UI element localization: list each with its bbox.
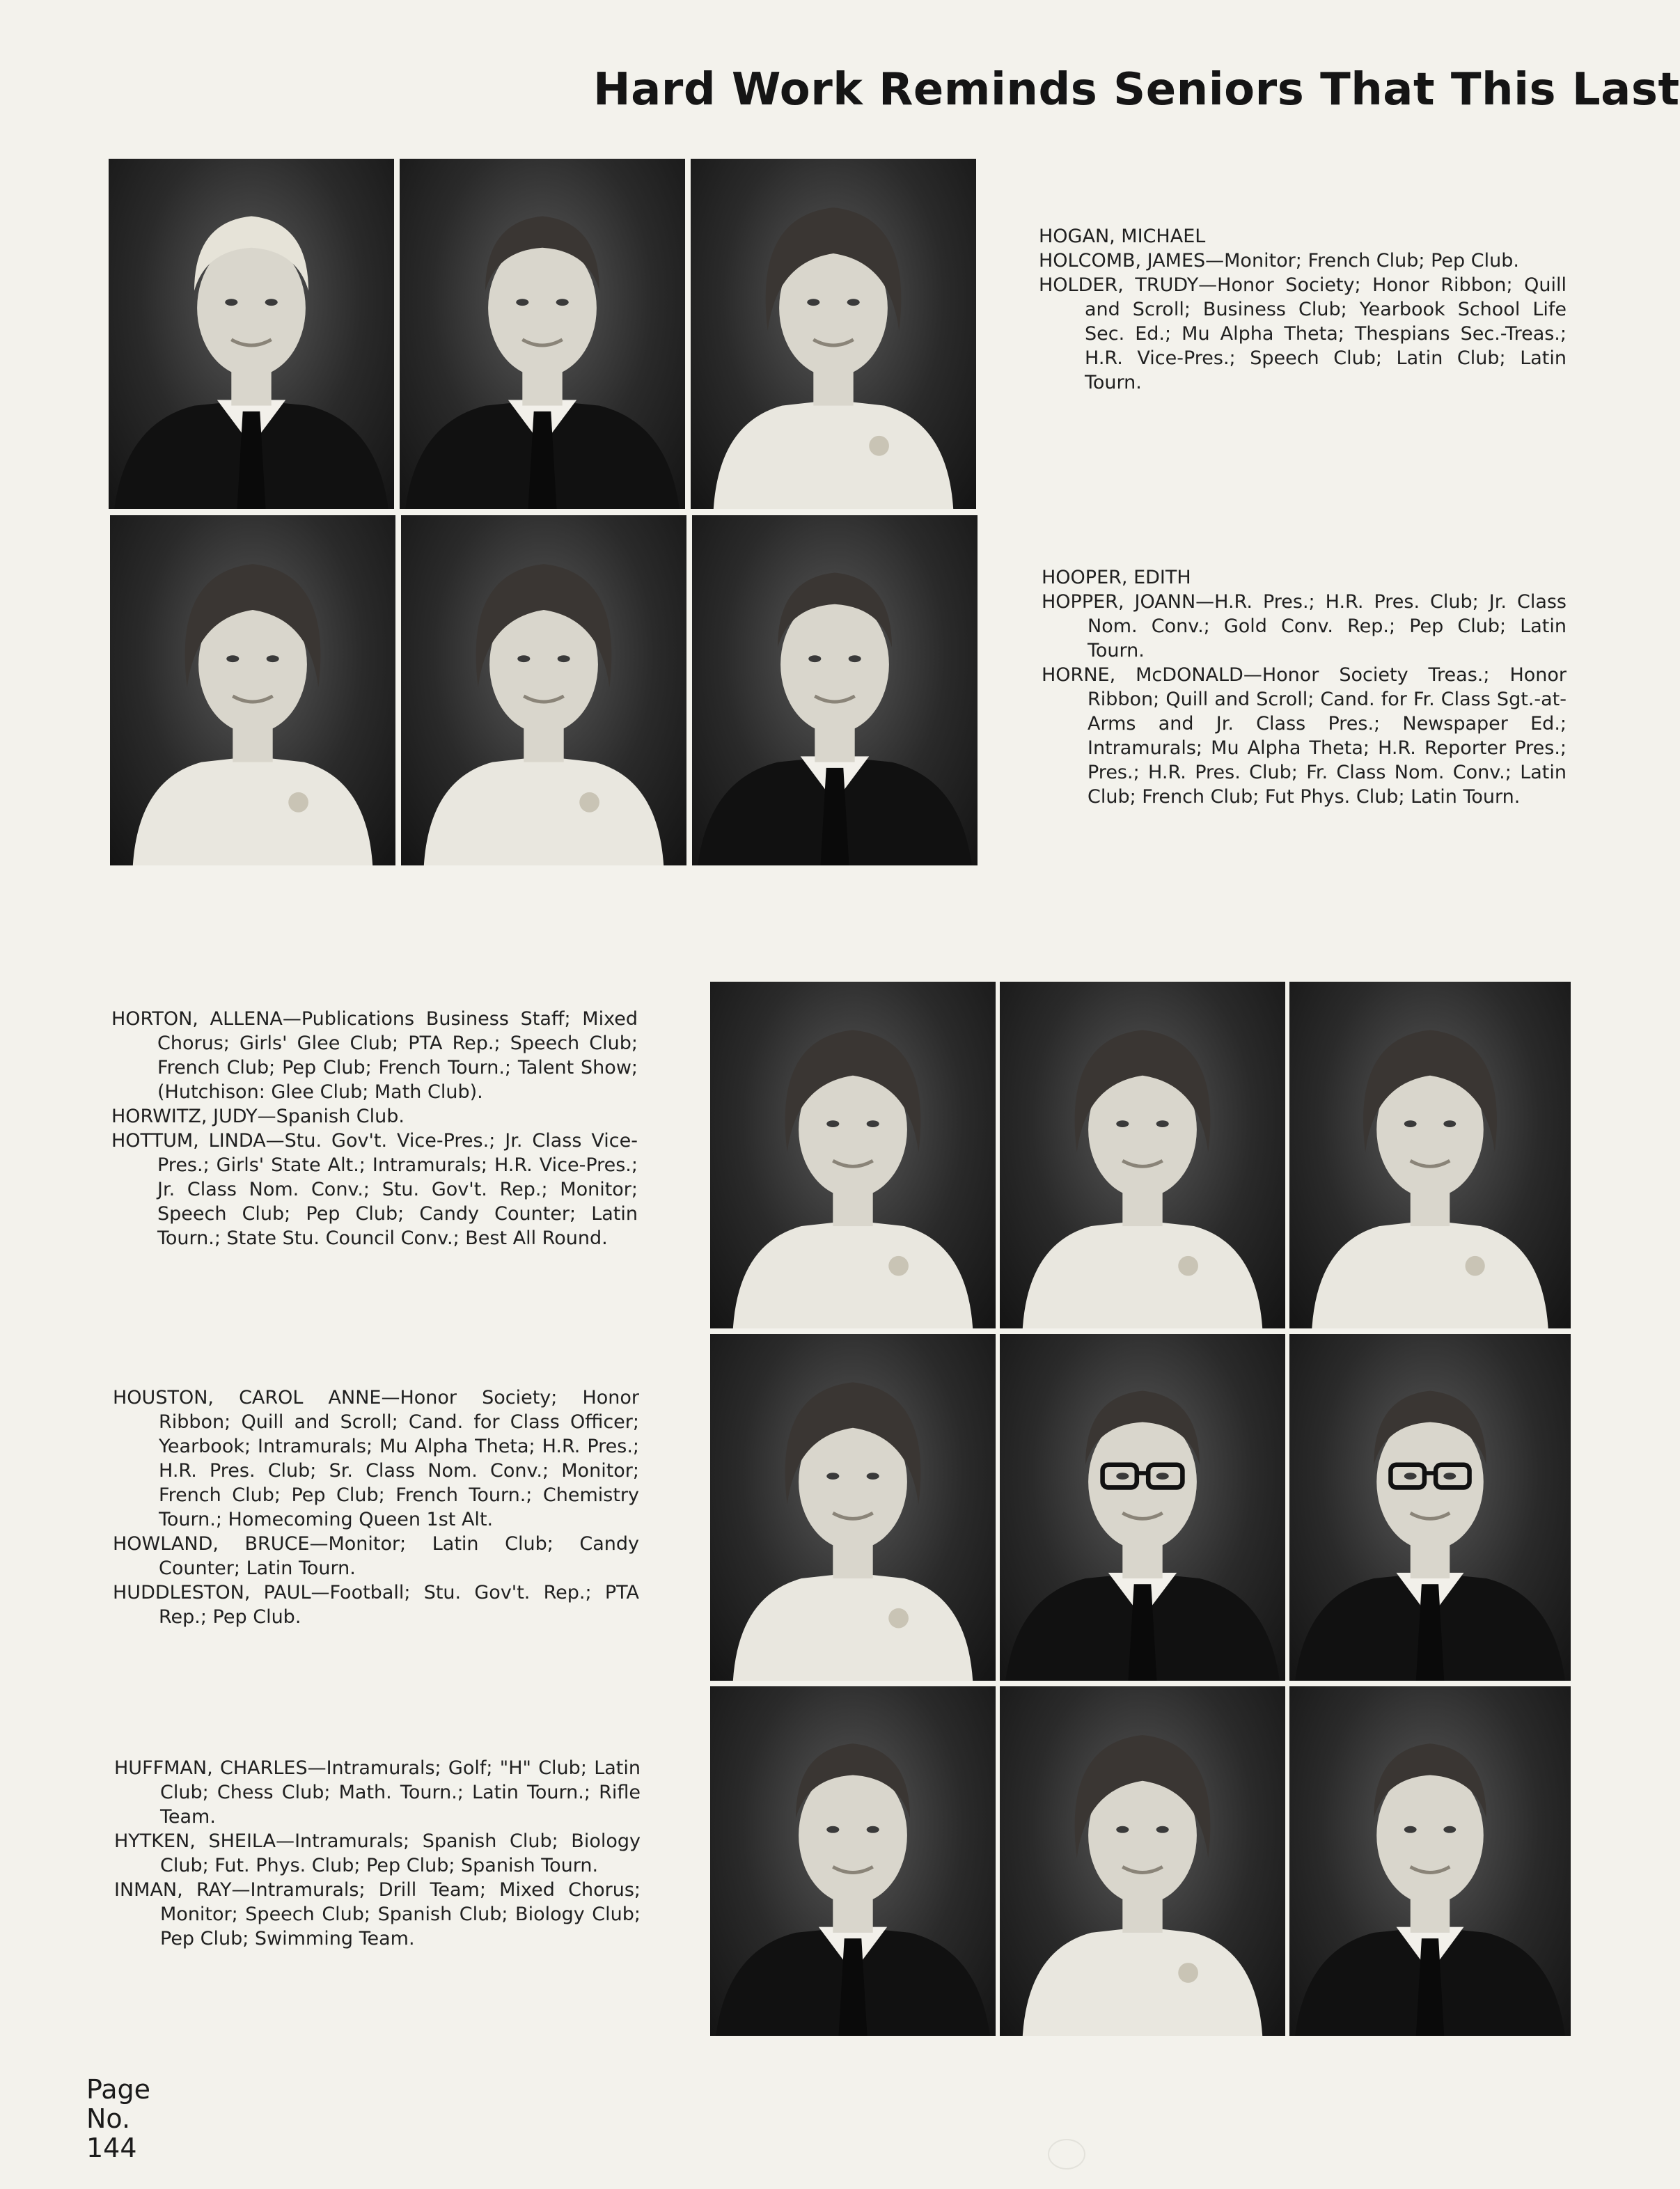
portrait-photo-horwitz [1000, 982, 1285, 1328]
portrait-photo-holder [691, 159, 976, 509]
portrait-photo-hytken [1000, 1686, 1285, 2036]
page-number-label: Page [86, 2074, 150, 2105]
senior-entry: HOWLAND, BRUCE—Monitor; Latin Club; Candy Counter; Latin Tourn. [113, 1533, 639, 1579]
portrait-figure [1289, 982, 1571, 1328]
portrait-photo-inman [1289, 1686, 1571, 2036]
portrait-photo-huffman [710, 1686, 996, 2036]
caption-block-top-2 [1042, 565, 1567, 809]
portrait-figure [691, 159, 976, 509]
portrait-figure [710, 1334, 996, 1681]
senior-entry: HYTKEN, SHEILA—Intramurals; Spanish Club; Biology Club; Fut. Phys. Club; Pep Club; Spanish Tourn. [114, 1830, 641, 1876]
portrait-photo-houston [710, 1334, 996, 1681]
portrait-photo-hogan [109, 159, 394, 509]
page-number-abbrev: No. [86, 2103, 131, 2134]
portrait-photo-howland [1000, 1334, 1285, 1681]
portrait-figure [1000, 982, 1285, 1328]
portrait-figure [109, 159, 394, 509]
caption-block-top-1 [1039, 224, 1567, 395]
portrait-figure [401, 515, 686, 865]
senior-entry: HUFFMAN, CHARLES—Intramurals; Golf; "H" Club; Latin Club; Chess Club; Math. Tourn.; Latin Tourn.; Rifle Team. [114, 1757, 641, 1828]
paper-blemish [1048, 2139, 1085, 2170]
senior-entry: HORTON, ALLENA—Publications Business Staff; Mixed Chorus; Girls' Glee Club; PTA Rep.; Speech Club; French Club; Pep Club; French Tourn.; Talent Show; (Hutchison: Glee Club; Math Club). [111, 1008, 638, 1103]
portrait-photo-hottum [1289, 982, 1571, 1328]
senior-entry: HOLCOMB, JAMES—Monitor; French Club; Pep Club. [1039, 250, 1519, 272]
portrait-figure [110, 515, 395, 865]
portrait-figure [710, 1686, 996, 2036]
portrait-photo-horne [692, 515, 978, 865]
senior-entry: INMAN, RAY—Intramurals; Drill Team; Mixed Chorus; Monitor; Speech Club; Spanish Club; Biology Club; Pep Club; Swimming Team. [114, 1879, 641, 1949]
page-number-value: 144 [86, 2133, 137, 2163]
senior-entry: HOLDER, TRUDY—Honor Society; Honor Ribbon; Quill and Scroll; Business Club; Yearbook School Life Sec. Ed.; Mu Alpha Theta; Thespians Sec.-Treas.; H.R. Vice-Pres.; Speech Club; Latin Club; Latin Tourn. [1039, 274, 1567, 393]
page-number [86, 2075, 150, 2163]
senior-entry: HOTTUM, LINDA—Stu. Gov't. Vice-Pres.; Jr. Class Vice-Pres.; Girls' State Alt.; Intramurals; H.R. Vice-Pres.; Jr. Class Nom. Conv.; Stu. Gov't. Rep.; Monitor; Speech Club; Pep Club; Candy Counter; Latin Tourn.; State Stu. Council Conv.; Best All Round. [111, 1130, 638, 1249]
caption-block-left-2 [113, 1386, 639, 1629]
page-title: Hard Work Reminds Seniors That This Last [593, 64, 1680, 116]
senior-entry: HOUSTON, CAROL ANNE—Honor Society; Honor Ribbon; Quill and Scroll; Cand. for Class Officer; Yearbook; Intramurals; Mu Alpha Theta; H.R. Pres.; H.R. Pres. Club; Sr. Class Nom. Conv.; Monitor; French Club; Pep Club; French Tourn.; Chemistry Tourn.; Homecoming Queen 1st Alt. [113, 1387, 639, 1530]
caption-block-left-3 [114, 1756, 641, 1951]
portrait-figure [1000, 1686, 1285, 2036]
portrait-figure [1289, 1686, 1571, 2036]
portrait-photo-horton [710, 982, 996, 1328]
portrait-figure [1289, 1334, 1571, 1681]
portrait-figure [1000, 1334, 1285, 1681]
senior-entry: HUDDLESTON, PAUL—Football; Stu. Gov't. Rep.; PTA Rep.; Pep Club. [113, 1582, 639, 1628]
senior-entry: HORNE, McDONALD—Honor Society Treas.; Honor Ribbon; Quill and Scroll; Cand. for Fr. Class Sgt.-at-Arms and Jr. Class Pres.; Newspaper Ed.; Intramurals; Mu Alpha Theta; H.R. Reporter Pres.; Pres.; H.R. Pres. Club; Fr. Class Nom. Conv.; Latin Club; French Club; Fut Phys. Club; Latin Tourn. [1042, 664, 1567, 808]
portrait-photo-hooper [110, 515, 395, 865]
caption-block-left-1 [111, 1007, 638, 1250]
senior-entry: HOGAN, MICHAEL [1039, 226, 1206, 247]
senior-entry: HORWITZ, JUDY—Spanish Club. [111, 1106, 405, 1127]
portrait-photo-holcomb [400, 159, 685, 509]
portrait-photo-huddleston [1289, 1334, 1571, 1681]
senior-entry: HOPPER, JOANN—H.R. Pres.; H.R. Pres. Club; Jr. Class Nom. Conv.; Gold Conv. Rep.; Pep Club; Latin Tourn. [1042, 591, 1567, 661]
portrait-photo-hopper [401, 515, 686, 865]
portrait-figure [400, 159, 685, 509]
portrait-figure [692, 515, 978, 865]
senior-entry: HOOPER, EDITH [1042, 567, 1191, 588]
portrait-figure [710, 982, 996, 1328]
